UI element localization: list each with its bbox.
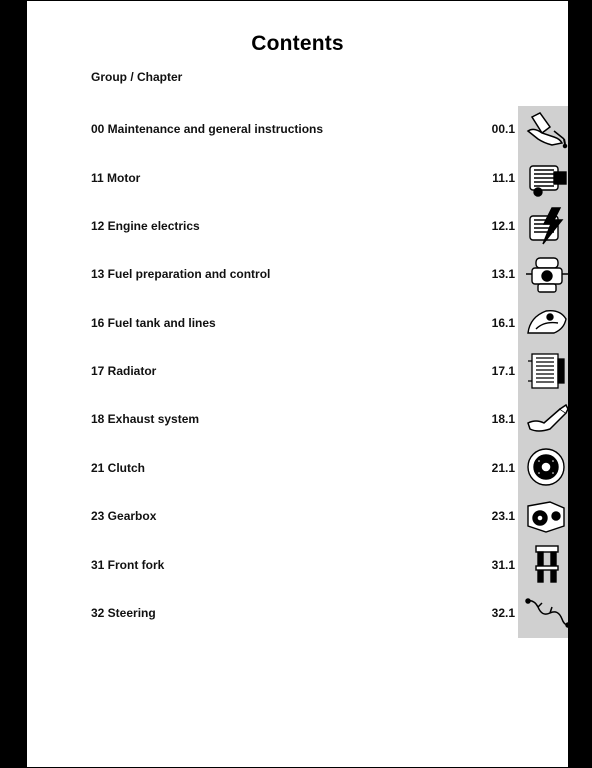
front-fork-icon[interactable] (524, 544, 570, 584)
toc-page-number: 16.1 (491, 316, 515, 330)
toc-row-12-engine-electrics[interactable] (91, 219, 515, 237)
toc-row-23-gearbox[interactable] (91, 509, 515, 527)
toc-entry-label: 13 Fuel preparation and control (91, 267, 271, 281)
page-title: Contents (251, 32, 344, 55)
toc-entry-label: 31 Front fork (91, 558, 165, 572)
toc-row-13-fuel-preparation[interactable] (91, 267, 515, 285)
motor-engine-icon[interactable] (524, 158, 570, 198)
fuel-tank-icon[interactable] (524, 303, 570, 343)
group-chapter-heading: Group / Chapter (91, 70, 183, 84)
carburetor-icon[interactable] (524, 254, 570, 294)
toc-page-number: 23.1 (491, 509, 515, 523)
table-of-contents (27, 1, 568, 767)
toc-page-number: 31.1 (491, 558, 515, 572)
toc-page-number: 32.1 (491, 606, 515, 620)
toc-page-number: 18.1 (491, 412, 515, 426)
toc-row-17-radiator[interactable] (91, 364, 515, 382)
gearbox-icon[interactable] (524, 496, 570, 536)
toc-entry-label: 00 Maintenance and general instructions (91, 122, 324, 136)
toc-page-number: 13.1 (491, 267, 515, 281)
toc-entry-label: 23 Gearbox (91, 509, 157, 523)
toc-row-18-exhaust[interactable] (91, 412, 515, 430)
toc-row-31-front-fork[interactable] (91, 558, 515, 576)
toc-entry-label: 16 Fuel tank and lines (91, 316, 216, 330)
toc-row-11-motor[interactable] (91, 171, 515, 189)
toc-entry-label: 18 Exhaust system (91, 412, 200, 426)
toc-entry-label: 21 Clutch (91, 461, 146, 475)
engine-electrics-lightning-icon[interactable] (524, 206, 570, 246)
toc-row-00-maintenance[interactable] (91, 122, 515, 140)
clutch-disc-icon[interactable] (524, 447, 570, 487)
toc-page-number: 17.1 (491, 364, 515, 378)
document-page (27, 1, 568, 767)
maintenance-oil-can-icon[interactable] (524, 109, 570, 149)
toc-row-16-fuel-tank[interactable] (91, 316, 515, 334)
radiator-icon[interactable] (524, 351, 570, 391)
toc-page-number: 11.1 (492, 171, 515, 185)
toc-entry-label: 32 Steering (91, 606, 156, 620)
exhaust-pipe-icon[interactable] (524, 399, 570, 439)
steering-cable-icon[interactable] (524, 593, 570, 633)
toc-row-21-clutch[interactable] (91, 461, 515, 479)
toc-entry-label: 12 Engine electrics (91, 219, 200, 233)
toc-row-32-steering[interactable] (91, 606, 515, 624)
toc-page-number: 00.1 (491, 122, 515, 136)
toc-page-number: 12.1 (491, 219, 515, 233)
toc-entry-label: 17 Radiator (91, 364, 157, 378)
toc-page-number: 21.1 (491, 461, 515, 475)
toc-entry-label: 11 Motor (91, 171, 141, 185)
